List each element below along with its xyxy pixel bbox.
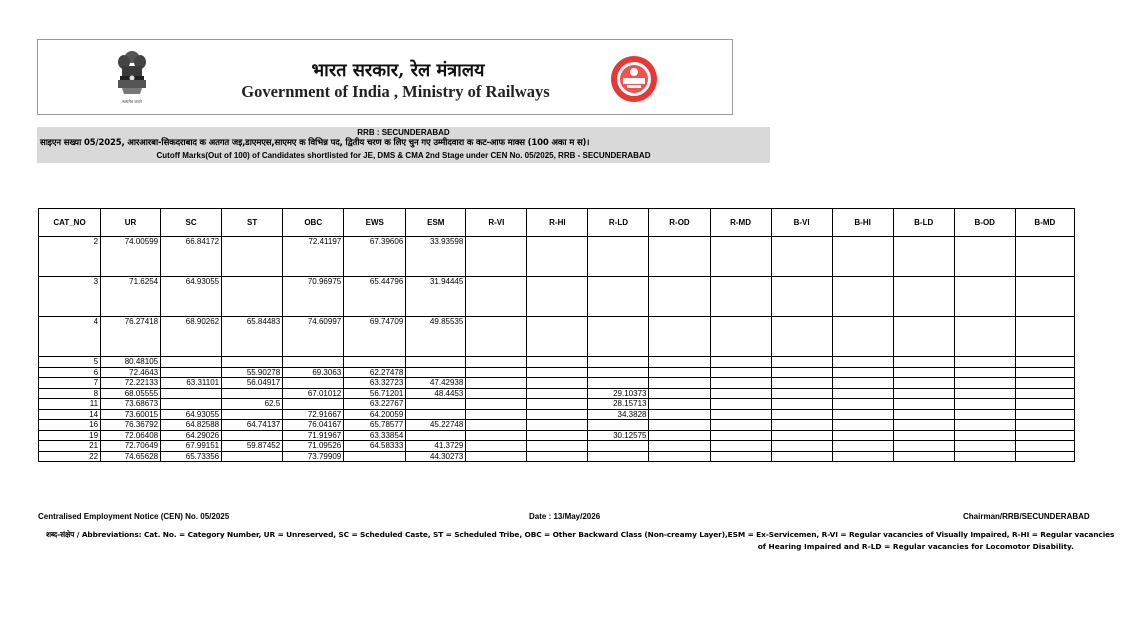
table-cell: 63.31101	[161, 378, 222, 389]
indian-railways-logo-icon	[609, 54, 659, 104]
table-cell: 74.65628	[101, 451, 161, 462]
table-cell	[771, 357, 832, 368]
table-cell	[710, 378, 771, 389]
table-cell	[466, 399, 527, 410]
abbreviations-line-1: शब्द-संक्षेप / Abbreviations: Cat. No. = Category Number, UR = Unreserved, SC = Scheduled Caste, ST = Scheduled Tribe, OBC = Other Backward Class (Non-creamy Layer),ESM = Ex-Servicemen, R-VI = Regular vacancies of Visually Impaired, R-HI = Regular vacancies	[46, 530, 1115, 539]
column-header-obc: OBC	[283, 209, 344, 237]
table-cell	[771, 367, 832, 378]
table-cell	[832, 420, 893, 431]
table-cell	[1015, 409, 1074, 420]
table-cell	[466, 357, 527, 368]
column-header-r-od: R-OD	[649, 209, 710, 237]
table-cell	[649, 237, 710, 277]
table-cell	[283, 399, 344, 410]
table-cell	[832, 237, 893, 277]
table-cell: 69.74709	[344, 317, 406, 357]
table-cell: 11	[39, 399, 101, 410]
chairman-signature-label: Chairman/RRB/SECUNDERABAD	[963, 512, 1090, 521]
table-cell	[710, 409, 771, 420]
table-cell	[588, 378, 649, 389]
table-row	[39, 357, 1075, 368]
table-cell	[466, 430, 527, 441]
column-header-ews: EWS	[344, 209, 406, 237]
table-cell	[710, 451, 771, 462]
table-cell	[649, 388, 710, 399]
table-cell: 29.10373	[588, 388, 649, 399]
table-cell: 63.32723	[344, 378, 406, 389]
table-cell	[406, 367, 466, 378]
table-cell	[161, 399, 222, 410]
table-cell	[466, 388, 527, 399]
table-cell: 64.29026	[161, 430, 222, 441]
table-cell	[466, 441, 527, 452]
table-cell	[771, 399, 832, 410]
table-cell	[832, 441, 893, 452]
column-header-cat-no: CAT_NO	[39, 209, 101, 237]
column-header-ur: UR	[101, 209, 161, 237]
table-cell: 45.22748	[406, 420, 466, 431]
cen-number: Centralised Employment Notice (CEN) No. 05/2025	[38, 512, 230, 521]
table-cell	[893, 378, 954, 389]
table-cell	[406, 430, 466, 441]
table-cell	[954, 237, 1015, 277]
table-cell	[649, 399, 710, 410]
table-cell	[710, 399, 771, 410]
table-cell: 71.09526	[283, 441, 344, 452]
table-cell	[710, 420, 771, 431]
table-cell	[771, 388, 832, 399]
table-cell	[954, 388, 1015, 399]
table-cell	[893, 237, 954, 277]
cutoff-marks-table	[38, 208, 1075, 462]
column-header-b-hi: B-HI	[832, 209, 893, 237]
table-cell: 64.20059	[344, 409, 406, 420]
table-cell	[710, 367, 771, 378]
table-cell: 48.4453	[406, 388, 466, 399]
table-cell	[771, 409, 832, 420]
table-header-row	[39, 209, 1075, 237]
table-cell	[588, 357, 649, 368]
table-cell	[466, 237, 527, 277]
table-cell	[954, 357, 1015, 368]
table-cell	[466, 451, 527, 462]
table-cell: 76.04167	[283, 420, 344, 431]
table-cell: 74.00599	[101, 237, 161, 277]
title-hindi: भारत सरकार, रेल मंत्रालय	[311, 60, 485, 81]
table-cell	[893, 277, 954, 317]
table-cell	[649, 378, 710, 389]
subject-hindi: साइएन सख्या 05/2025, आरआरबा-सिकदराबाद क अतगत जइ,डाएमएस,साएमए क विभिन्न पद, द्वितीय चरण क लिए चुन गए उम्मीदवारा क कट-आफ माक्स (100 अका म स)।	[40, 138, 590, 148]
table-cell	[222, 237, 283, 277]
table-cell: 69.3063	[283, 367, 344, 378]
table-cell	[832, 399, 893, 410]
table-cell: 41.3729	[406, 441, 466, 452]
table-cell: 72.4643	[101, 367, 161, 378]
table-cell	[832, 367, 893, 378]
table-cell	[1015, 430, 1074, 441]
table-cell	[588, 367, 649, 378]
table-cell	[466, 378, 527, 389]
table-cell: 65.84483	[222, 317, 283, 357]
column-header-esm: ESM	[406, 209, 466, 237]
table-cell	[161, 367, 222, 378]
table-cell	[466, 420, 527, 431]
table-cell: 65.44796	[344, 277, 406, 317]
rrb-name: RRB : SECUNDERABAD	[357, 128, 450, 137]
table-cell	[222, 451, 283, 462]
letterhead	[37, 39, 733, 115]
table-cell: 76.27418	[101, 317, 161, 357]
table-cell: 73.60015	[101, 409, 161, 420]
table-cell	[1015, 441, 1074, 452]
table-row	[39, 277, 1075, 317]
table-cell	[1015, 367, 1074, 378]
table-cell: 63.33854	[344, 430, 406, 441]
table-cell	[649, 441, 710, 452]
table-cell	[649, 420, 710, 431]
table-cell: 76.36792	[101, 420, 161, 431]
table-cell: 71.6254	[101, 277, 161, 317]
table-cell	[710, 237, 771, 277]
national-emblem-icon	[112, 48, 152, 106]
table-cell	[832, 357, 893, 368]
table-cell	[222, 357, 283, 368]
table-cell	[710, 317, 771, 357]
table-cell	[1015, 420, 1074, 431]
table-cell	[649, 430, 710, 441]
column-header-b-ld: B-LD	[893, 209, 954, 237]
table-cell: 80.48105	[101, 357, 161, 368]
abbreviations-note	[46, 529, 1115, 553]
table-cell	[893, 409, 954, 420]
table-cell	[832, 277, 893, 317]
column-header-b-md: B-MD	[1015, 209, 1074, 237]
table-cell	[406, 409, 466, 420]
table-cell: 64.93055	[161, 277, 222, 317]
table-cell: 56.04917	[222, 378, 283, 389]
column-header-r-md: R-MD	[710, 209, 771, 237]
table-cell	[893, 357, 954, 368]
table-row	[39, 409, 1075, 420]
table-cell	[649, 367, 710, 378]
table-cell	[527, 409, 588, 420]
table-cell	[771, 237, 832, 277]
table-cell: 33.93598	[406, 237, 466, 277]
table-cell	[893, 420, 954, 431]
table-row	[39, 378, 1075, 389]
table-row	[39, 451, 1075, 462]
table-cell: 16	[39, 420, 101, 431]
table-cell: 65.78577	[344, 420, 406, 431]
table-cell: 67.39606	[344, 237, 406, 277]
table-cell	[527, 367, 588, 378]
table-row	[39, 317, 1075, 357]
table-cell: 6	[39, 367, 101, 378]
table-cell	[649, 277, 710, 317]
table-cell	[954, 399, 1015, 410]
table-cell	[344, 357, 406, 368]
subject-english: Cutoff Marks(Out of 100) of Candidates shortlisted for JE, DMS & CMA 2nd Stage under CEN No. 05/2025, RRB - SECUNDERABAD	[156, 151, 651, 160]
notice-date: Date : 13/May/2026	[529, 512, 601, 521]
table-cell	[344, 451, 406, 462]
table-cell: 3	[39, 277, 101, 317]
table-cell	[771, 430, 832, 441]
table-cell	[893, 317, 954, 357]
table-cell: 66.84172	[161, 237, 222, 277]
table-cell	[893, 399, 954, 410]
table-cell	[588, 451, 649, 462]
table-cell: 59.87452	[222, 441, 283, 452]
table-row	[39, 367, 1075, 378]
table-cell	[771, 317, 832, 357]
table-cell	[893, 388, 954, 399]
table-cell: 64.93055	[161, 409, 222, 420]
table-cell	[161, 357, 222, 368]
table-cell	[283, 378, 344, 389]
table-cell	[1015, 399, 1074, 410]
column-header-r-hi: R-HI	[527, 209, 588, 237]
table-cell	[954, 317, 1015, 357]
table-cell	[832, 388, 893, 399]
table-row	[39, 430, 1075, 441]
table-cell	[649, 451, 710, 462]
table-cell: 4	[39, 317, 101, 357]
table-cell: 73.79909	[283, 451, 344, 462]
table-cell: 72.70649	[101, 441, 161, 452]
table-cell: 55.90278	[222, 367, 283, 378]
table-cell: 56.71201	[344, 388, 406, 399]
table-cell	[710, 430, 771, 441]
column-header-b-vi: B-VI	[771, 209, 832, 237]
table-cell	[466, 367, 527, 378]
table-cell	[771, 420, 832, 431]
table-cell: 68.90262	[161, 317, 222, 357]
table-cell	[527, 420, 588, 431]
table-cell	[588, 237, 649, 277]
table-cell: 68.05555	[101, 388, 161, 399]
table-cell: 7	[39, 378, 101, 389]
table-cell	[832, 378, 893, 389]
table-cell: 14	[39, 409, 101, 420]
table-cell	[954, 430, 1015, 441]
table-cell: 19	[39, 430, 101, 441]
table-cell: 73.68673	[101, 399, 161, 410]
table-cell: 8	[39, 388, 101, 399]
table-cell	[649, 357, 710, 368]
table-cell: 67.01012	[283, 388, 344, 399]
table-cell	[406, 399, 466, 410]
table-cell: 62.5	[222, 399, 283, 410]
table-cell	[222, 409, 283, 420]
table-cell	[588, 317, 649, 357]
table-cell: 71.91967	[283, 430, 344, 441]
table-cell	[832, 451, 893, 462]
table-cell	[1015, 237, 1074, 277]
table-cell	[893, 451, 954, 462]
table-cell	[527, 378, 588, 389]
table-cell: 34.3828	[588, 409, 649, 420]
table-cell	[1015, 378, 1074, 389]
table-cell: 31.94445	[406, 277, 466, 317]
table-cell	[466, 277, 527, 317]
table-cell	[954, 409, 1015, 420]
table-cell	[527, 237, 588, 277]
table-row	[39, 237, 1075, 277]
table-cell	[527, 441, 588, 452]
table-cell: 5	[39, 357, 101, 368]
table-cell	[954, 367, 1015, 378]
column-header-sc: SC	[161, 209, 222, 237]
table-cell	[527, 451, 588, 462]
table-cell	[710, 388, 771, 399]
table-cell	[283, 357, 344, 368]
table-cell	[893, 430, 954, 441]
table-cell	[954, 441, 1015, 452]
table-cell	[1015, 317, 1074, 357]
table-cell: 72.22133	[101, 378, 161, 389]
table-cell	[771, 441, 832, 452]
table-cell: 62.27478	[344, 367, 406, 378]
table-cell	[527, 357, 588, 368]
column-header-r-vi: R-VI	[466, 209, 527, 237]
table-cell	[1015, 451, 1074, 462]
table-cell: 2	[39, 237, 101, 277]
table-cell	[588, 441, 649, 452]
table-cell	[771, 451, 832, 462]
table-cell	[527, 430, 588, 441]
emblem-caption: सत्यमेव जयते	[122, 99, 142, 104]
table-cell	[527, 277, 588, 317]
table-cell	[161, 388, 222, 399]
table-cell: 64.74137	[222, 420, 283, 431]
table-cell	[222, 388, 283, 399]
table-row	[39, 441, 1075, 452]
table-row	[39, 399, 1075, 410]
table-cell	[1015, 357, 1074, 368]
table-cell	[406, 357, 466, 368]
table-cell: 49.85535	[406, 317, 466, 357]
table-cell	[771, 277, 832, 317]
table-cell	[1015, 388, 1074, 399]
table-cell	[1015, 277, 1074, 317]
table-cell	[832, 409, 893, 420]
table-row	[39, 420, 1075, 431]
table-cell	[466, 409, 527, 420]
table-cell: 72.06408	[101, 430, 161, 441]
table-cell	[832, 317, 893, 357]
table-cell	[222, 430, 283, 441]
column-header-st: ST	[222, 209, 283, 237]
abbreviations-line-2: of Hearing Impaired and R-LD = Regular vacancies for Locomotor Disability.	[757, 542, 1074, 551]
table-cell	[893, 441, 954, 452]
table-cell: 64.58333	[344, 441, 406, 452]
table-cell	[466, 317, 527, 357]
table-cell	[588, 420, 649, 431]
table-cell	[954, 451, 1015, 462]
table-cell	[588, 277, 649, 317]
table-cell	[954, 378, 1015, 389]
table-cell: 72.41197	[283, 237, 344, 277]
table-cell: 22	[39, 451, 101, 462]
table-cell	[954, 277, 1015, 317]
column-header-r-ld: R-LD	[588, 209, 649, 237]
table-cell: 65.73356	[161, 451, 222, 462]
table-cell	[527, 388, 588, 399]
table-cell	[710, 277, 771, 317]
table-cell: 21	[39, 441, 101, 452]
table-cell: 44.30273	[406, 451, 466, 462]
table-cell: 63.22767	[344, 399, 406, 410]
table-cell: 30.12575	[588, 430, 649, 441]
column-header-b-od: B-OD	[954, 209, 1015, 237]
table-cell	[954, 420, 1015, 431]
table-cell	[527, 317, 588, 357]
table-cell	[222, 277, 283, 317]
subject-banner	[37, 127, 770, 163]
table-cell	[771, 378, 832, 389]
table-cell	[832, 430, 893, 441]
table-cell	[710, 357, 771, 368]
title-english: Government of India , Ministry of Railways	[241, 82, 550, 101]
table-cell: 28.15713	[588, 399, 649, 410]
table-cell: 72.91667	[283, 409, 344, 420]
table-cell	[893, 367, 954, 378]
table-cell	[710, 441, 771, 452]
table-cell: 47.42938	[406, 378, 466, 389]
table-cell: 70.96975	[283, 277, 344, 317]
table-cell	[649, 409, 710, 420]
table-cell	[527, 399, 588, 410]
table-cell: 67.99151	[161, 441, 222, 452]
table-row	[39, 388, 1075, 399]
table-cell: 74.60997	[283, 317, 344, 357]
table-cell	[649, 317, 710, 357]
table-cell: 64.82588	[161, 420, 222, 431]
